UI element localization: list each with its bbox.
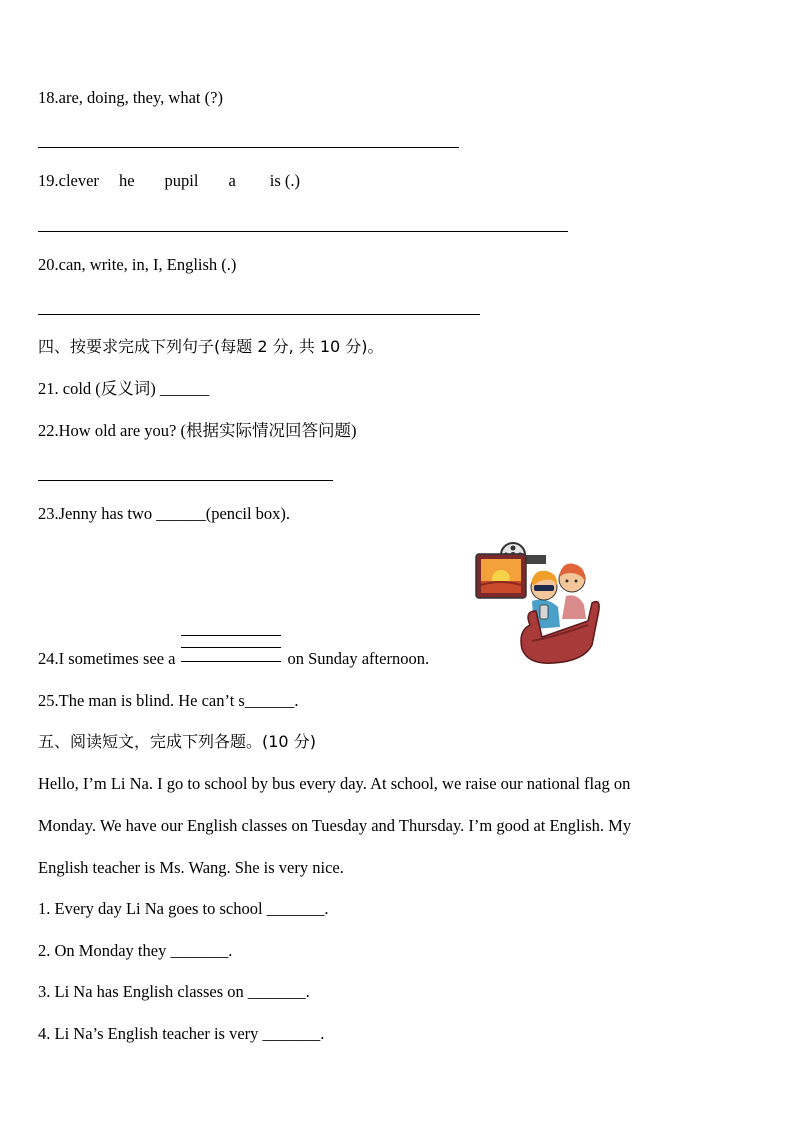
question-text: are, doing, they, what (?) [58,88,223,107]
word-3: pupil [164,171,199,190]
question-18 [38,88,223,108]
question-20 [38,255,236,275]
question-text-after: on Sunday afternoon. [287,649,430,668]
answer-line-22[interactable] [38,480,333,481]
reading-question-1: 1. Every day Li Na goes to school _______. [38,899,329,918]
question-24 [38,649,429,669]
question-number: 19. [38,171,59,190]
question-number: 23. [38,504,59,523]
question-21 [38,379,209,399]
question-number: 22. [38,421,59,440]
reading-question-4: 4. Li Na’s English teacher is very _______. [38,1024,325,1043]
answer-line-20[interactable] [38,314,480,315]
question-22 [38,421,357,441]
question-text: The man is blind. He can’t s______. [58,691,299,710]
question-text: cold (反义词) ______ [58,379,210,398]
question-number: 25. [38,691,59,710]
question-text: can, write, in, I, English (.) [58,255,237,274]
section-5-heading: 五、阅读短文，完成下列各题。(10 分) [38,732,316,751]
armchair-icon [521,602,599,664]
girl-icon [559,564,586,619]
reading-question-3: 3. Li Na has English classes on _______. [38,982,310,1001]
question-text: How old are you? (根据实际情况回答问题) [58,421,357,440]
question-number: 21. [38,379,59,398]
question-19 [38,171,300,191]
question-23 [38,504,290,524]
reading-question-2: 2. On Monday they _______. [38,941,233,960]
section-4-heading: 四、按要求完成下列句子(每题 2 分, 共 10 分)。 [38,337,384,356]
word-1: clever [58,171,99,190]
question-number: 24. [38,649,59,668]
question-number: 20. [38,255,59,274]
movie-screen-icon [476,554,526,598]
word-2: he [118,171,135,190]
answer-lines-24[interactable] [181,649,281,669]
question-text: Jenny has two ______(pencil box). [58,504,291,523]
question-text-before: I sometimes see a [58,649,176,668]
word-4: a [228,171,236,190]
answer-line-19[interactable] [38,231,568,232]
answer-line-18[interactable] [38,147,459,148]
passage-line-3: English teacher is Ms. Wang. She is very nice. [38,858,344,877]
passage-line-2: Monday. We have our English classes on Tuesday and Thursday. I’m good at English. My [38,816,632,835]
passage-line-1: Hello, I’m Li Na. I go to school by bus every day. At school, we raise our national flag on [38,774,631,793]
cinema-picture [474,541,604,667]
word-5: is (.) [269,171,301,190]
question-25 [38,691,298,711]
question-number: 18. [38,88,59,107]
